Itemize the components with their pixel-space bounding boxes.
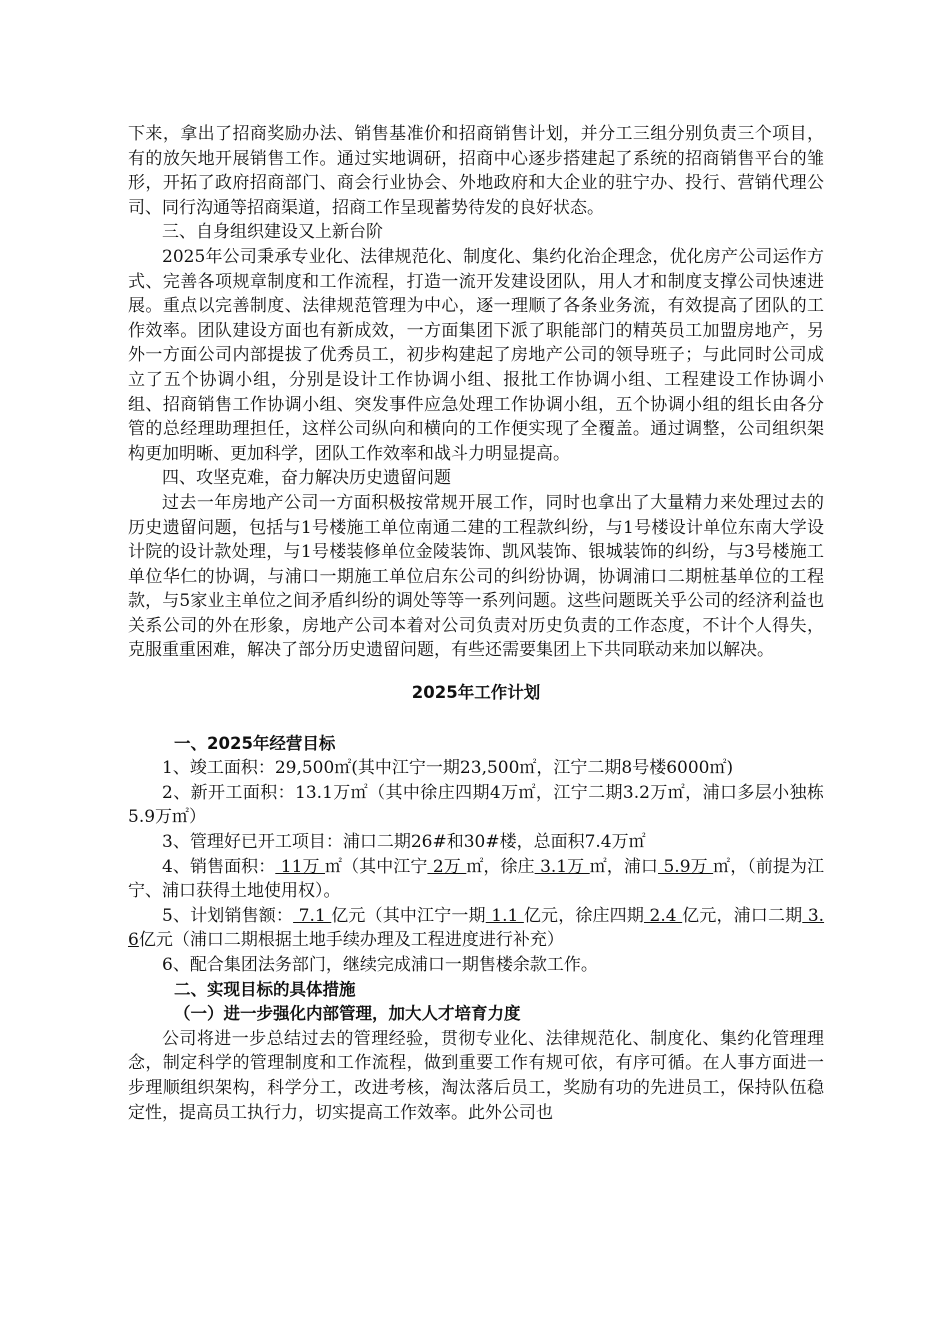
sales-revenue-text-c: 亿元，徐庄四期 bbox=[523, 905, 644, 926]
document-page bbox=[128, 122, 824, 1125]
plan-title: 2025年工作计划 bbox=[411, 683, 541, 703]
target-item-sales-area bbox=[128, 855, 824, 904]
paragraph-organization: 2025年公司秉承专业化、法律规范化、制度化、集约化治企理念，优化房产公司运作方式、完善各项规章制度和工作流程，打造一流开发建设团队，用人才和制度支撑公司快速进展。重点以完善制度、法律规范管理为中心，逐一理顺了各条业务流，有效提高了团队的工作效率。团队建设方面也有新成效，一方面集团下派了职能部门的精英员工加盟房地产，另外一方面公司内部提拔了优秀员工，初步构建起了房地产公司的领导班子；与此同时公司成立了五个协调小组，分别是设计工作协调小组、报批工作协调小组、工程建设工作协调小组、招商销售工作协调小组、突发事件应急处理工作协调小组，五个协调小组的组长由各分管的总经理助理担任，这样公司纵向和横向的工作便实现了全覆盖。通过调整，公司组织架构更加明晰、更加科学，团队工作效率和战斗力明显提高。 bbox=[128, 246, 824, 464]
target-item-legal-cooperation: 6、配合集团法务部门，继续完成浦口一期售楼余款工作。 bbox=[162, 955, 598, 975]
target-item-sales-revenue bbox=[128, 904, 824, 953]
sales-area-text-a: 4、销售面积： bbox=[162, 856, 276, 877]
target-item-completed-area: 1、竣工面积：29,500㎡(其中江宁一期23,500㎡，江宁二期8号楼6000㎡) bbox=[162, 758, 734, 779]
sales-revenue-total: 7.1 bbox=[293, 905, 332, 926]
sales-revenue-text-d: 亿元，浦口二期 bbox=[682, 905, 803, 926]
sales-revenue-text-b: 亿元（其中江宁一期 bbox=[331, 905, 486, 926]
sales-area-text-c: ㎡，徐庄 bbox=[466, 856, 535, 877]
sales-revenue-jiangning: 1.1 bbox=[485, 905, 524, 926]
sales-area-text-b: ㎡（其中江宁 bbox=[325, 856, 428, 877]
subsection-heading-internal-management: （一）进一步强化内部管理，加大人才培育力度 bbox=[174, 1004, 521, 1024]
sales-area-xuzhuang: 3.1万 bbox=[534, 856, 590, 877]
sales-area-text-e: ㎡，（前提为江宁、浦口获得土地使用权）。 bbox=[128, 856, 825, 902]
paragraph-recruitment: 下来，拿出了招商奖励办法、销售基准价和招商销售计划，并分工三组分别负责三个项目，有的放矢地开展销售工作。通过实地调研，招商中心逐步搭建起了系统的招商销售平台的雏形，开拓了政府招商部门、商会行业协会、外地政府和大企业的驻宁办、投行、营销代理公司、同行沟通等招商渠道，招商工作呈现蓄势待发的良好状态。 bbox=[128, 124, 824, 218]
sales-area-pukou: 5.9万 bbox=[658, 856, 714, 877]
paragraph-internal-management: 公司将进一步总结过去的管理经验，贯彻专业化、法律规范化、制度化、集约化管理理念，制定科学的管理制度和工作流程，做到重要工作有规可依，有序可循。在人事方面进一步理顺组织架构，科学分工，改进考核，淘汰落后员工，奖励有功的先进员工，保持队伍稳定性，提高员工执行力，切实提高工作效率。此外公司也 bbox=[128, 1028, 824, 1123]
heading-legacy-issues: 四、攻坚克难，奋力解决历史遗留问题 bbox=[162, 468, 451, 489]
paragraph-legacy-issues: 过去一年房地产公司一方面积极按常规开展工作，同时也拿出了大量精力来处理过去的历史遗留问题，包括与1号楼施工单位南通二建的工程款纠纷，与1号楼设计单位东南大学设计院的设计款处理，与1号楼装修单位金陵装饰、凯风装饰、银城装饰的纠纷，与3号楼施工单位华仁的协调，与浦口一期施工单位启东公司的纠纷协调，协调浦口二期桩基单位的工程款，与5家业主单位之间矛盾纠纷的调处等等一系列问题。这些问题既关乎公司的经济利益也关系公司的外在形象，房地产公司本着对公司负责对历史负责的工作态度，不计个人得失，克服重重困难，解决了部分历史遗留问题，有些还需要集团上下共同联动来加以解决。 bbox=[128, 492, 824, 661]
sales-area-jiangning: 2万 bbox=[427, 856, 467, 877]
section-heading-measures: 二、实现目标的具体措施 bbox=[174, 979, 356, 999]
target-item-new-construction: 2、新开工面积：13.1万㎡（其中徐庄四期4万㎡，江宁二期3.2万㎡，浦口多层小独栋5.9万㎡） bbox=[128, 782, 824, 828]
sales-revenue-text-e: 亿元（浦口二期根据土地手续办理及工程进度进行补充） bbox=[138, 930, 564, 951]
sales-revenue-pukou: 3.6 bbox=[128, 905, 825, 951]
heading-organization: 三、自身组织建设又上新台阶 bbox=[162, 222, 383, 243]
section-heading-targets: 一、2025年经营目标 bbox=[174, 733, 336, 753]
sales-area-total: 11万 bbox=[275, 856, 326, 877]
sales-revenue-xuzhuang: 2.4 bbox=[643, 905, 683, 926]
sales-area-text-d: ㎡，浦口 bbox=[589, 856, 659, 877]
target-item-ongoing-projects: 3、管理好已开工项目：浦口二期26#和30#楼，总面积7.4万㎡ bbox=[162, 832, 646, 853]
sales-revenue-text-a: 5、计划销售额： bbox=[162, 905, 294, 926]
